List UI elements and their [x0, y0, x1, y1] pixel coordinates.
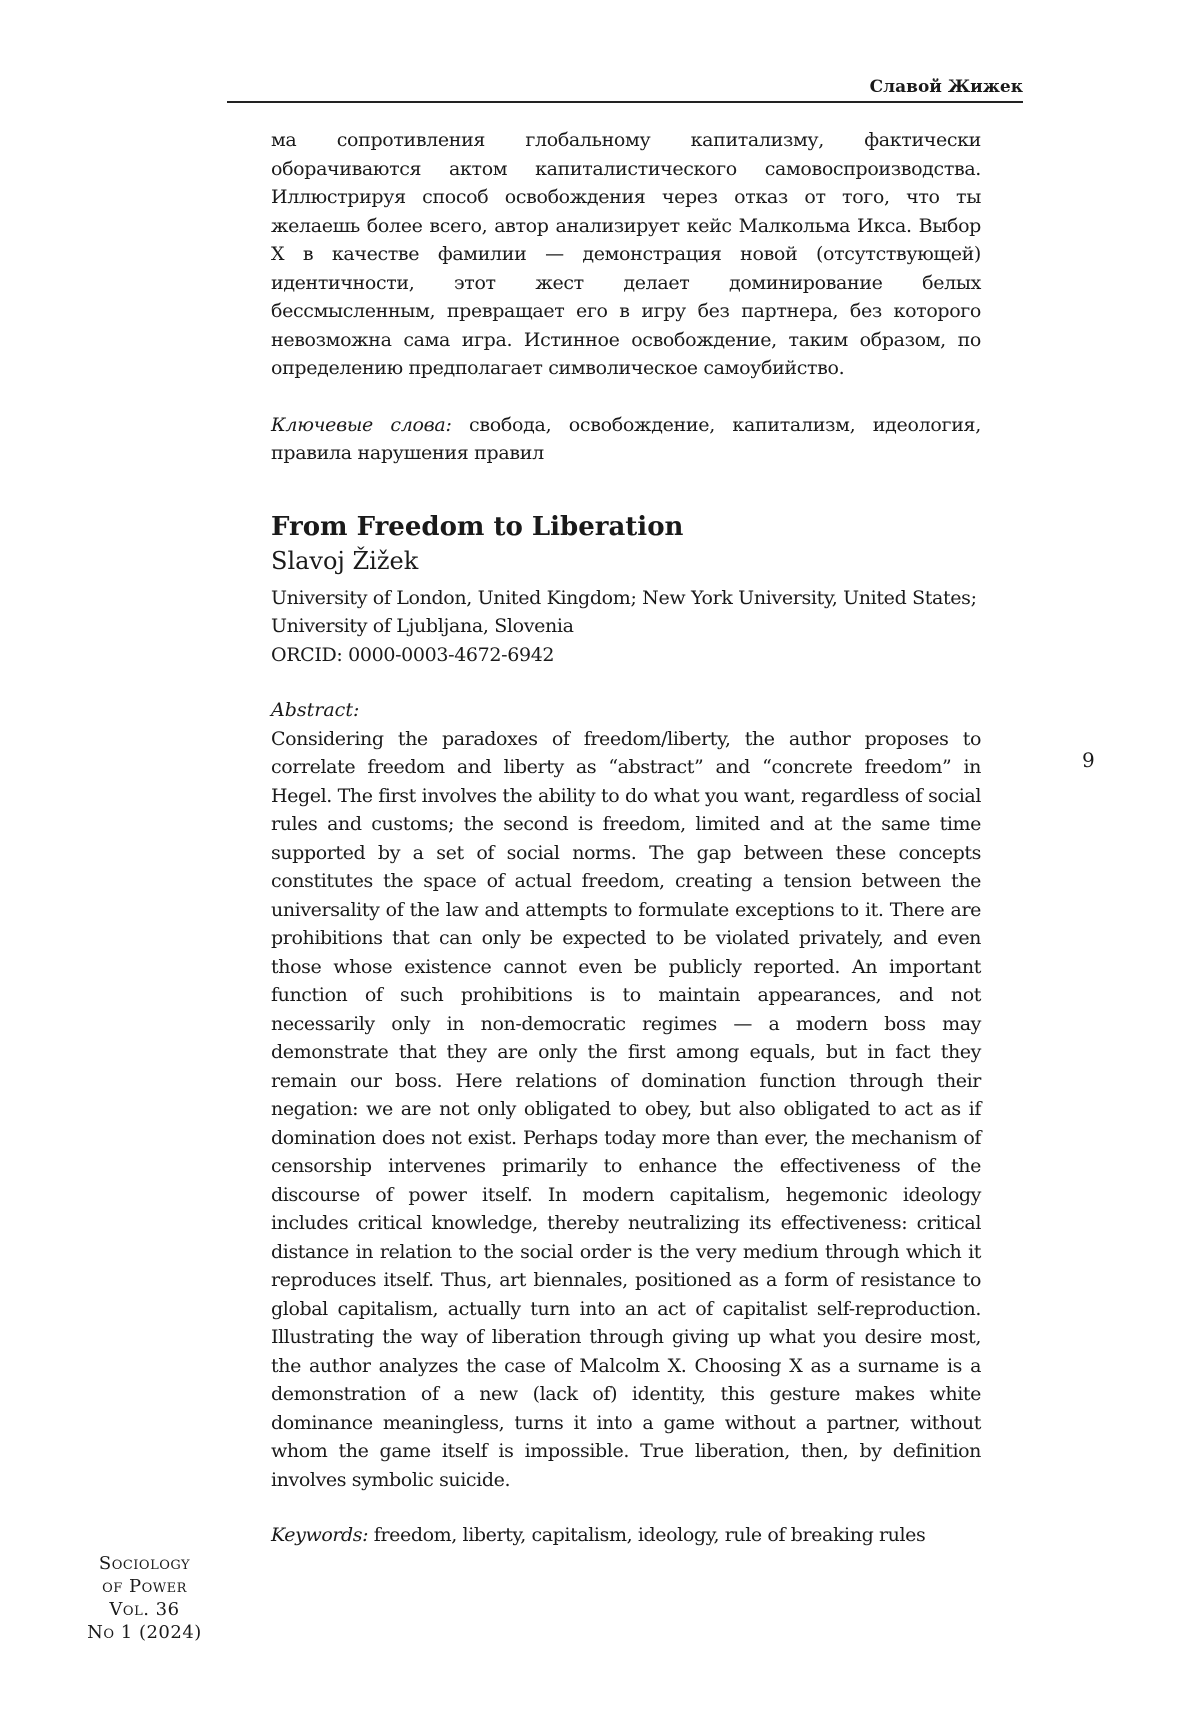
russian-keywords-label: Ключевые слова:: [271, 413, 452, 436]
abstract-label: Abstract:: [271, 699, 360, 721]
affiliation-line: University of Ljubljana, Slovenia: [271, 615, 574, 637]
russian-keywords-list: свобода, освобождение, капитализм, идеология, правила нарушения правил: [271, 413, 981, 464]
english-keywords-label: Keywords:: [271, 1524, 369, 1546]
article-title: From Freedom to Liberation: [271, 511, 684, 542]
russian-keywords: [271, 411, 981, 468]
orcid: ORCID: 0000-0003-4672-6942: [271, 643, 555, 666]
journal-title-line: of Power: [102, 1576, 187, 1597]
page-number: 9: [1082, 748, 1095, 772]
russian-abstract-continuation: ма сопротивления глобальному капитализму, фактически оборачиваются актом капиталистического самовоспроизводства. Иллюстрируя способ освобождения через отказ от того, что ты желаешь более всего, автор анализирует кейс Малкольма Икса. Выбор Х в качестве фамилии — демонстрация новой (отсутствующей) идентичности, этот жест делает доминирование белых бессмысленным, превращает его в игру без партнера, без которого невозможна сама игра. Истинное освобождение, таким образом, по определению предполагает символическое самоубийство.: [271, 129, 981, 379]
article-author: Slavoj Žižek: [271, 546, 419, 575]
journal-info: [82, 1552, 207, 1644]
author-affiliation: [271, 584, 981, 670]
running-head-author: Славой Жижек: [869, 77, 1023, 97]
english-keywords: [271, 1521, 981, 1550]
journal-issue: No 1 (2024): [87, 1622, 202, 1643]
running-head: [227, 74, 1023, 103]
journal-volume: Vol. 36: [109, 1599, 180, 1620]
english-keywords-list: freedom, liberty, capitalism, ideology, rule of breaking rules: [368, 1524, 926, 1546]
page-body: [271, 126, 981, 1550]
abstract-text: Considering the paradoxes of freedom/liberty, the author proposes to correlate freedom and liberty as “abstract” and “concrete freedom” in Hegel. The first involves the ability to do what you want, regardless of social rules and customs; the second is freedom, limited and at the same time supported by a set of social norms. The gap between these concepts constitutes the space of actual freedom, creating a tension between the universality of the law and attempts to formulate exceptions to it. There are prohibitions that can only be expected to be violated privately, and even those whose existence cannot even be publicly reported. An important function of such prohibitions is to maintain appearances, and not necessarily only in non-democratic regimes — a modern boss may demonstrate that they are only the first among equals, but in fact they remain our boss. Here relations of domination function through their negation: we are not only obligated to obey, but also obligated to act as if domination does not exist. Perhaps today more than ever, the mechanism of censorship intervenes primarily to enhance the effectiveness of the discourse of power itself. In modern capitalism, hegemonic ideology includes critical knowledge, thereby neutralizing its effectiveness: critical distance in relation to the social order is the very medium through which it reproduces itself. Thus, art biennales, positioned as a form of resistance to global capitalism, actually turn into an act of capitalist self-reproduction. Illustrating the way of liberation through giving up what you desire most, the author analyzes the case of Malcolm X. Choosing X as a surname is a demonstration of a new (lack of) identity, this gesture makes white dominance meaningless, turns it into a game without a partner, without whom the game itself is impossible. True liberation, then, by definition involves symbolic suicide.: [271, 727, 981, 1491]
journal-title-line: Sociology: [98, 1553, 191, 1574]
affiliation-line: University of London, United Kingdom; New York University, United States;: [271, 586, 977, 609]
